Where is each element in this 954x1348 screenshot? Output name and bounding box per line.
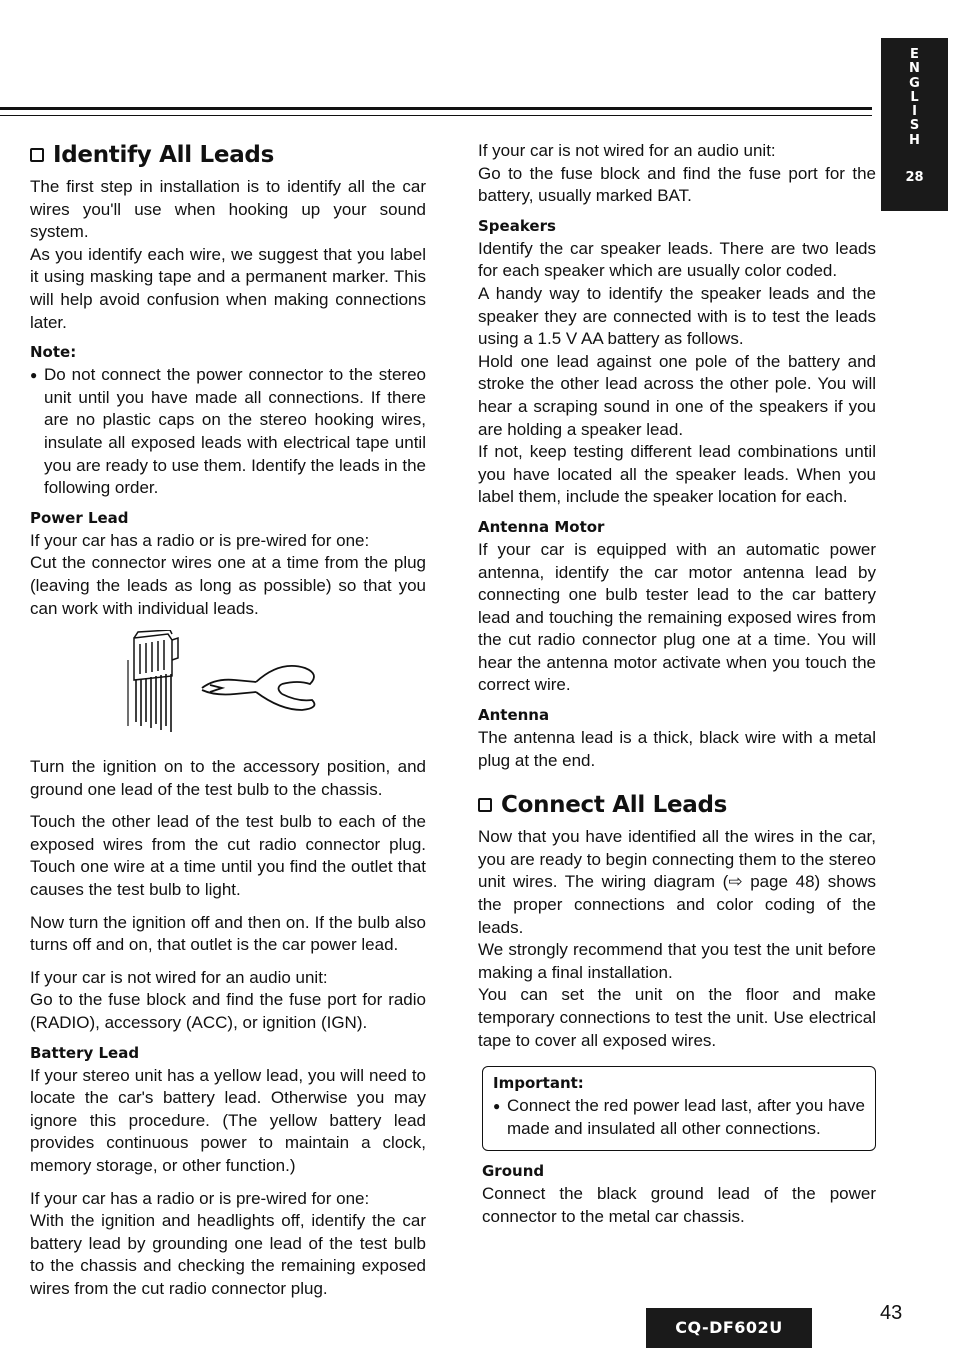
connector-and-cutter-illustration — [30, 630, 426, 740]
antenna-paragraph: The antenna lead is a thick, black wire with a metal plug at the end. — [478, 728, 876, 770]
header-rule-thin — [0, 115, 872, 116]
battery-lead-paragraph: If your car has a radio or is pre-wired for one: — [30, 1188, 370, 1208]
intro-paragraph: As you identify each wire, we suggest that you label it using masking tape and a permanent marker. This will help avoid confusion when making connections later. — [30, 244, 426, 332]
checkbox-square-icon — [30, 148, 44, 162]
power-lead-paragraph: If your car has a radio or is pre-wired for one: — [30, 530, 370, 550]
right-column — [478, 140, 876, 1229]
not-wired-paragraph: If your car is not wired for an audio unit: — [30, 967, 328, 987]
tab-letter: S — [909, 118, 920, 134]
antenna-label: Antenna — [478, 706, 550, 725]
battery-lead-label: Battery Lead — [30, 1043, 140, 1062]
note-bullet — [30, 364, 426, 500]
speakers-paragraph: A handy way to identify the speaker leads and the speaker they are connected with is to test the leads using a 1.5 V AA battery as follows. — [478, 283, 876, 349]
bullet-dot-icon: ● — [493, 1099, 501, 1114]
note-label: Note: — [30, 343, 77, 362]
important-notice-box — [482, 1066, 876, 1151]
bullet-text: Connect the red power lead last, after you have made and insulated all other connections. — [507, 1096, 865, 1138]
language-tab — [881, 38, 948, 211]
header-rule-thick — [0, 107, 872, 110]
fuse-block-bat-paragraph: Go to the fuse block and find the fuse port for the battery, usually marked BAT. — [478, 163, 876, 206]
off-on-paragraph: Now turn the ignition off and then on. If the bulb also turns off and on, that outlet is the car power lead. — [30, 912, 426, 955]
tab-letter: N — [909, 61, 920, 77]
tab-letter: G — [909, 75, 920, 91]
connect-paragraph: Now that you have identified all the wires in the car, you are ready to begin connecting them to the stereo unit wires. The wiring diagram (⇨ page 48) shows the proper connections and color coding of the leads. — [478, 827, 876, 937]
page-number: 43 — [880, 1302, 903, 1324]
heading-text: Connect All Leads — [501, 792, 728, 819]
heading-text: Identify All Leads — [53, 142, 274, 168]
connect-paragraph: We strongly recommend that you test the unit before making a final installation. — [478, 940, 876, 982]
tab-letter: E — [910, 47, 919, 62]
speakers-paragraph: Identify the car speaker leads. There are two leads for each speaker which are usually color coded. — [478, 238, 876, 281]
language-tab-letters — [881, 38, 948, 148]
touch-paragraph: Touch the other lead of the test bulb to each of the exposed wires from the cut radio connector plug. Touch one wire at a time until you find the outlet that causes the test bulb to light. — [30, 812, 426, 900]
heading-connect-all-leads — [478, 790, 876, 820]
ignition-paragraph: Turn the ignition on to the accessory position, and ground one lead of the test bulb to the chassis. — [30, 757, 426, 799]
model-number-badge: CQ-DF602U — [646, 1308, 812, 1348]
checkbox-square-icon — [478, 798, 492, 812]
ground-label: Ground — [482, 1162, 545, 1181]
left-column — [30, 140, 426, 1301]
bullet-dot-icon: ● — [30, 368, 38, 383]
not-wired-paragraph: If your car is not wired for an audio unit: — [478, 141, 776, 160]
antenna-motor-paragraph: If your car is equipped with an automatic power antenna, identify the car motor antenna lead by connecting one bulb tester lead to the car battery lead and touching the remaining exposed wires from the cut radio connector plug one at a time. You will hear the antenna motor activate when you touch the correct wire. — [478, 539, 876, 695]
antenna-motor-label: Antenna Motor — [478, 517, 605, 536]
power-lead-paragraph: Cut the connector wires one at a time from the plug (leaving the leads as long as possible) so that you can work with individual leads. — [30, 553, 426, 618]
speakers-paragraph: Hold one lead against one pole of the battery and stroke the other lead across the other pole. You will hear a scraping sound in one of the speakers if you are holding a speaker lead. — [478, 351, 876, 439]
important-bullet — [493, 1095, 865, 1140]
tab-letter: H — [909, 132, 920, 148]
battery-lead-paragraph: With the ignition and headlights off, identify the car battery lead by grounding one lead of the test bulb to the chassis and checking the remaining exposed wires from the cut radio connector plug. — [30, 1211, 426, 1298]
battery-lead-paragraph: If your stereo unit has a yellow lead, you will need to locate the car's battery lead. Otherwise you may ignore this procedure. (The yellow battery lead provides continuous power to maintain a clock, memory storage, or other function.) — [30, 1065, 426, 1175]
bullet-text: Do not connect the power connector to the stereo unit until you have made all connections. If there are no plastic caps on the stereo hooking wires, insulate all exposed leads with electrical tape until you are ready to use them. Identify the leads in the following order. — [44, 365, 426, 498]
ground-paragraph: Connect the black ground lead of the power connector to the metal car chassis. — [482, 1184, 876, 1226]
important-label: Important: — [493, 1074, 584, 1093]
speakers-paragraph: If not, keep testing different lead combinations until you have located all the speaker leads. When you label them, include the speaker location for each. — [478, 442, 876, 507]
tab-letter: I — [912, 104, 917, 120]
intro-paragraph: The first step in installation is to identify all the car wires you'll use when hooking up your sound system. — [30, 177, 426, 242]
power-lead-label: Power Lead — [30, 508, 129, 527]
tab-letter: L — [910, 89, 919, 105]
heading-identify-all-leads — [30, 140, 426, 170]
fuse-block-paragraph: Go to the fuse block and find the fuse port for radio (RADIO), accessory (ACC), or ignition (IGN). — [30, 990, 426, 1033]
connector-plug-and-cutter-icon — [30, 630, 330, 740]
speakers-label: Speakers — [478, 216, 556, 235]
section-number: 28 — [905, 170, 924, 186]
connect-paragraph: You can set the unit on the floor and make temporary connections to test the unit. Use electrical tape to cover all exposed wires. — [478, 985, 876, 1050]
